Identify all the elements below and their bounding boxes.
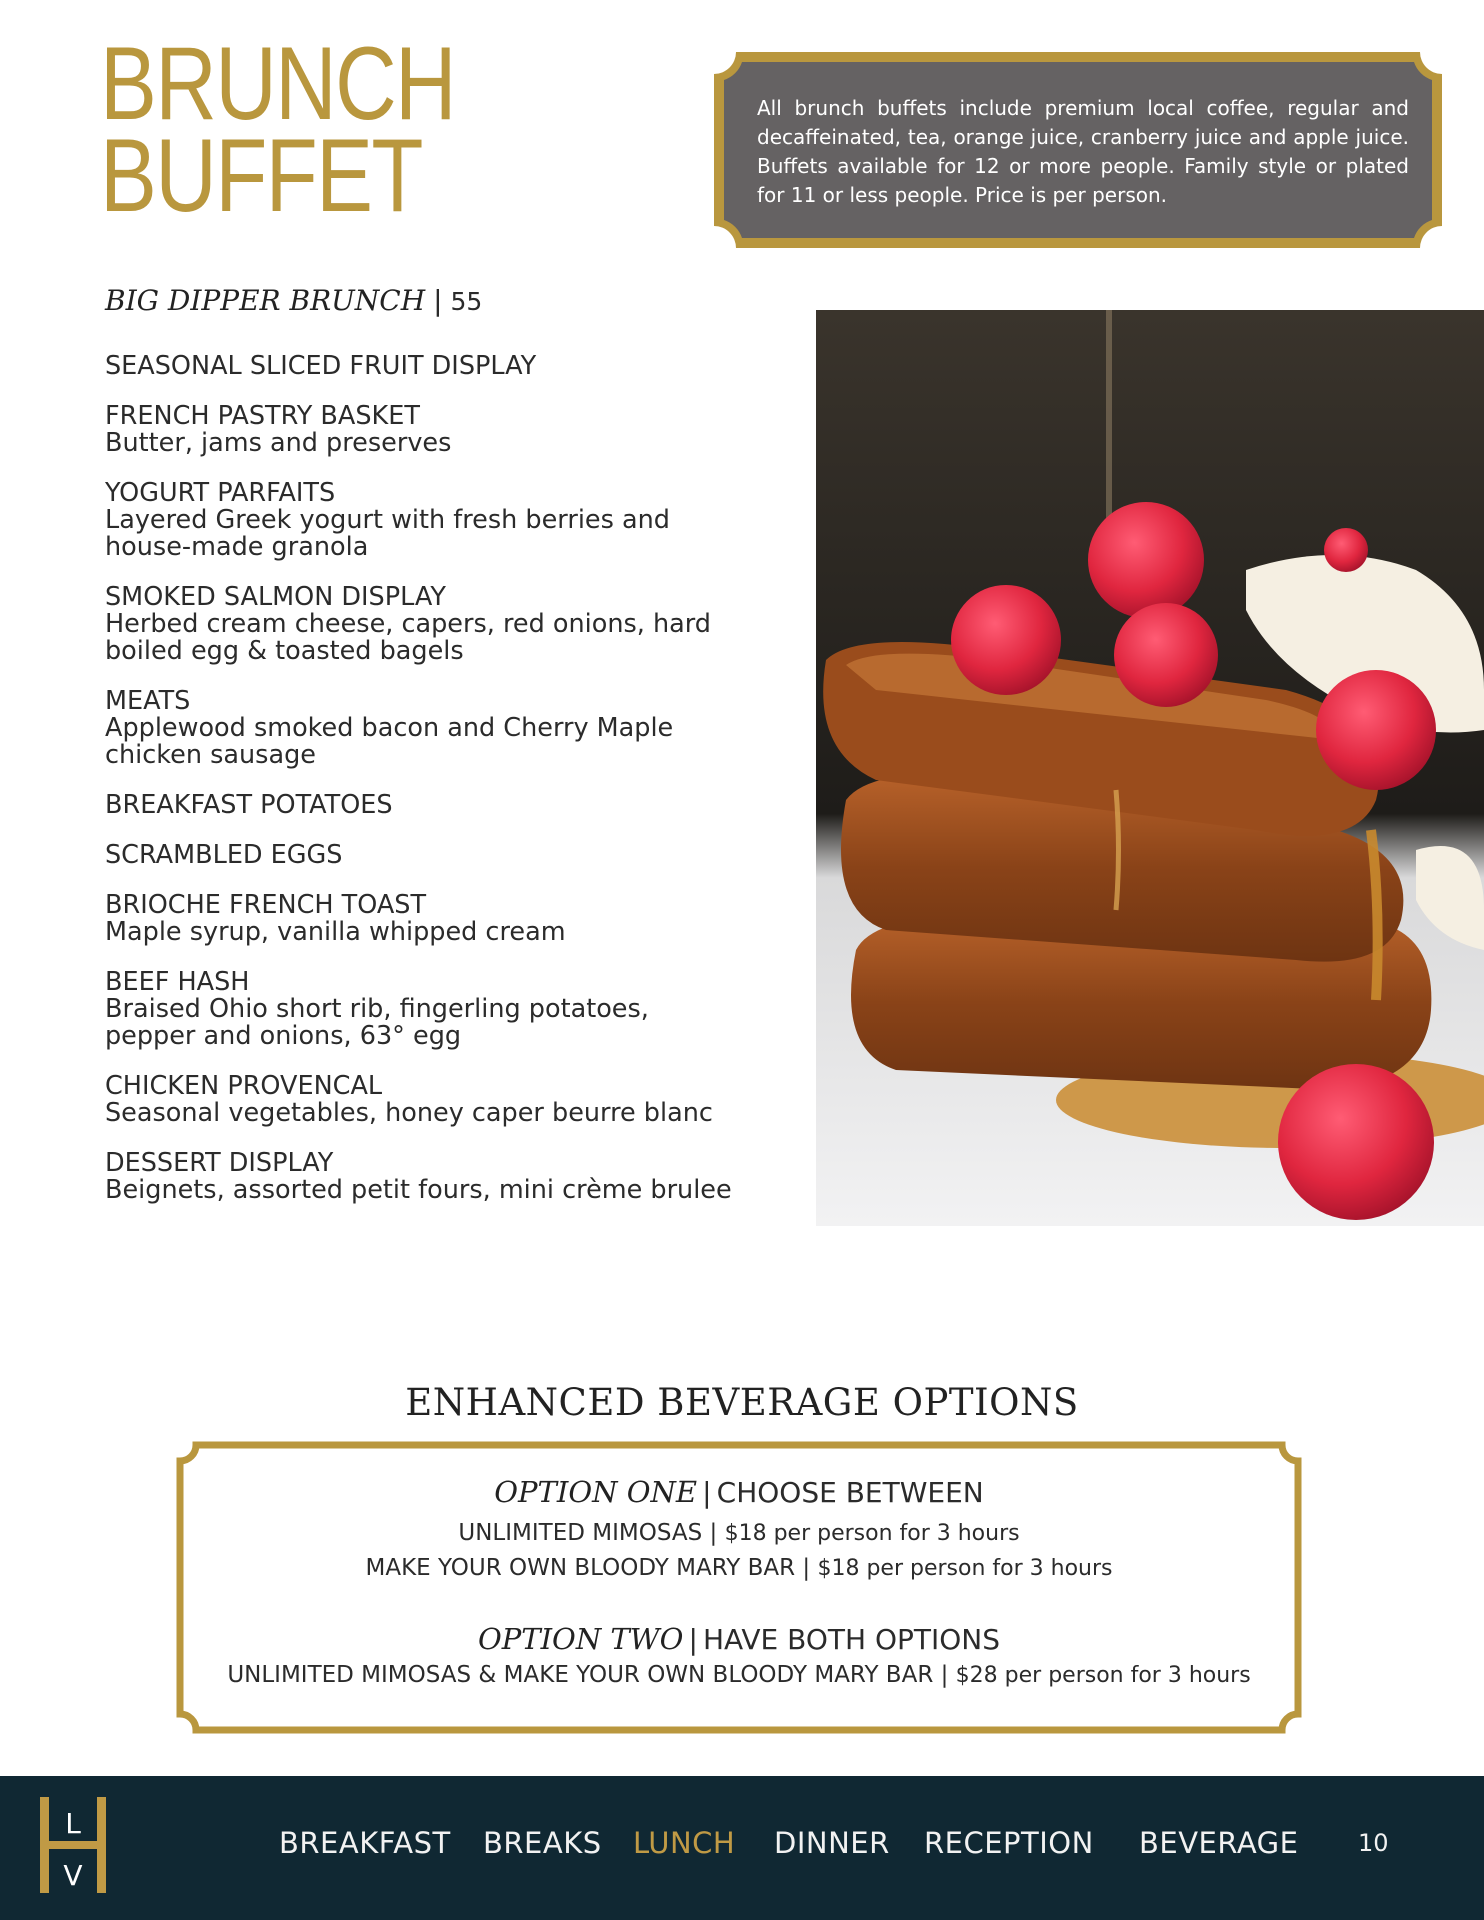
menu-item [105, 403, 745, 457]
option-two-title [176, 1622, 1302, 1656]
menu-item-desc: Beignets, assorted petit fours, mini crème brulee [105, 1175, 732, 1205]
option-one-separator: | [702, 1476, 712, 1509]
package-name: BIG DIPPER BRUNCH [105, 284, 426, 317]
info-text: All brunch buffets include premium local coffee, regular and decaffeinated, tea, orange juice, cranberry juice and apple juice. Buffets available for 12 or more people. Family style or plated for 11 or less people. Price is per person. [757, 96, 1409, 207]
menu-item-desc: Layered Greek yogurt with fresh berries and house-made granola [105, 505, 670, 562]
menu-item-desc: Maple syrup, vanilla whipped cream [105, 917, 566, 947]
menu-item-name: BRIOCHE FRENCH TOAST [105, 890, 427, 920]
menu-item-name: YOGURT PARFAITS [105, 478, 336, 508]
option-two-line-1-text: UNLIMITED MIMOSAS & MAKE YOUR OWN BLOODY MARY BAR | [227, 1662, 949, 1688]
nav-lunch[interactable]: LUNCH [633, 1826, 736, 1860]
option-two-line-1-price: $28 per person for 3 hours [955, 1663, 1251, 1688]
option-one-desc: CHOOSE BETWEEN [716, 1476, 984, 1509]
option-one-line-2-price: $18 per person for 3 hours [817, 1556, 1113, 1581]
menu-item-desc: Braised Ohio short rib, fingerling potatoes, pepper and onions, 63° egg [105, 994, 649, 1051]
page-number: 10 [1358, 1829, 1389, 1857]
french-toast-photo [816, 310, 1484, 1226]
page-title [100, 26, 455, 234]
menu-item [105, 892, 745, 946]
nav-reception[interactable]: RECEPTION [924, 1826, 1094, 1860]
option-one-line-2 [176, 1555, 1302, 1581]
menu-item [105, 792, 745, 819]
nav-breaks[interactable]: BREAKS [483, 1826, 602, 1860]
nav-breakfast[interactable]: BREAKFAST [279, 1826, 451, 1860]
svg-text:V: V [63, 1859, 83, 1892]
menu-item [105, 353, 745, 380]
nav-dinner[interactable]: DINNER [774, 1826, 890, 1860]
package-price: 55 [450, 287, 483, 316]
menu-item [105, 842, 745, 869]
package-header [105, 284, 745, 317]
svg-text:L: L [65, 1807, 81, 1840]
menu-item-name: SEASONAL SLICED FRUIT DISPLAY [105, 351, 537, 381]
menu-item-name: SCRAMBLED EGGS [105, 840, 343, 870]
menu-item-name: BEEF HASH [105, 967, 250, 997]
menu-item-desc: Seasonal vegetables, honey caper beurre blanc [105, 1098, 713, 1128]
menu-item [105, 688, 745, 769]
menu-item [105, 584, 745, 665]
page-title-line-1: BRUNCH [100, 26, 455, 142]
menu-item [105, 480, 745, 561]
menu-item [105, 1150, 745, 1204]
menu-item [105, 969, 745, 1050]
menu-item-name: FRENCH PASTRY BASKET [105, 401, 420, 431]
nav-beverage[interactable]: BEVERAGE [1139, 1826, 1299, 1860]
option-one-line-1 [176, 1520, 1302, 1546]
hotel-logo [40, 1797, 106, 1893]
menu-item [105, 1073, 745, 1127]
option-two-name: OPTION TWO [477, 1622, 684, 1656]
menu-item-desc: Herbed cream cheese, capers, red onions, hard boiled egg & toasted bagels [105, 609, 711, 666]
package-separator: | [433, 284, 443, 317]
menu-item-name: SMOKED SALMON DISPLAY [105, 582, 446, 612]
option-two-separator: | [688, 1623, 698, 1656]
page-title-line-2: BUFFET [100, 118, 422, 234]
option-one-name: OPTION ONE [494, 1475, 698, 1509]
option-one-line-1-price: $18 per person for 3 hours [724, 1521, 1020, 1546]
option-one-title [176, 1475, 1302, 1509]
option-two-desc: HAVE BOTH OPTIONS [702, 1623, 1001, 1656]
menu-item-name: BREAKFAST POTATOES [105, 790, 393, 820]
menu-item-name: DESSERT DISPLAY [105, 1148, 334, 1178]
option-two-line-1 [176, 1662, 1302, 1688]
menu-item-name: MEATS [105, 686, 191, 716]
menu-item-desc: Applewood smoked bacon and Cherry Maple chicken sausage [105, 713, 674, 770]
beverage-heading: ENHANCED BEVERAGE OPTIONS [405, 1381, 1079, 1424]
menu-item-name: CHICKEN PROVENCAL [105, 1071, 383, 1101]
option-one-line-2-text: MAKE YOUR OWN BLOODY MARY BAR | [365, 1555, 811, 1581]
menu-item-desc: Butter, jams and preserves [105, 428, 452, 458]
menu-list [105, 284, 745, 1227]
option-one-line-1-text: UNLIMITED MIMOSAS | [458, 1520, 718, 1546]
